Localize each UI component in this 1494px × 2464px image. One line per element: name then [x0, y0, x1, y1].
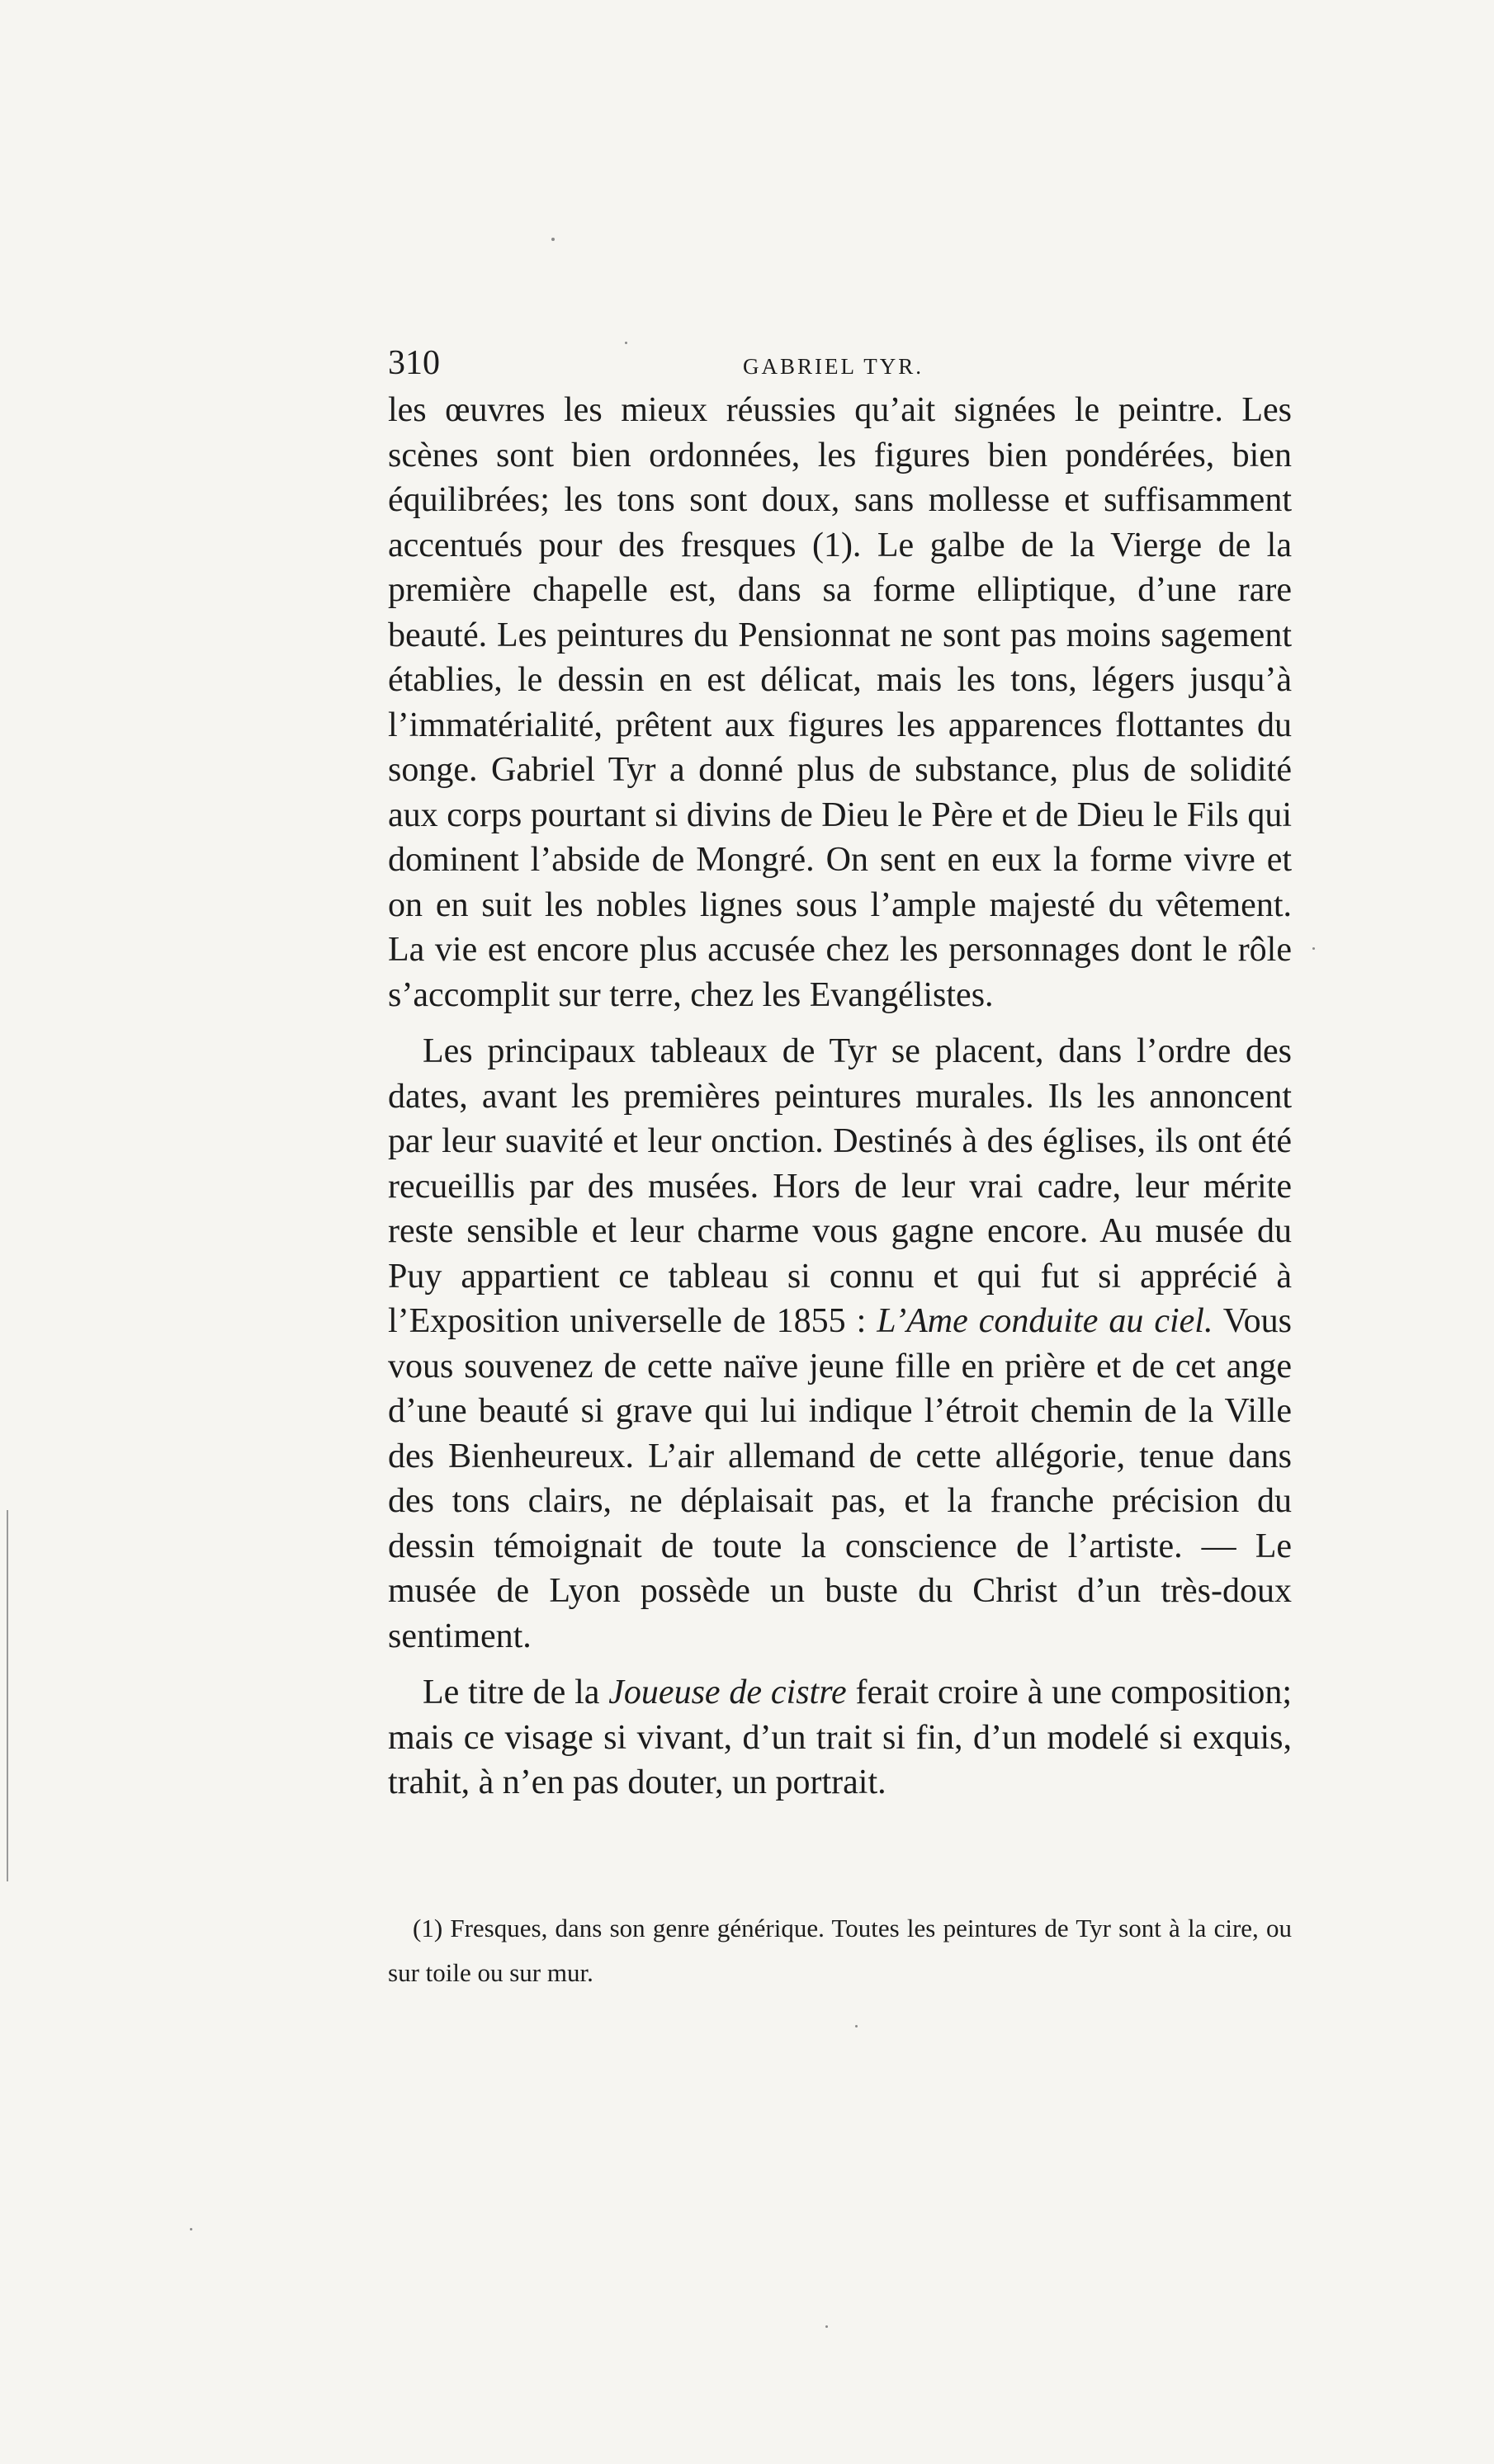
paragraph-3	[388, 1670, 1292, 1806]
scan-edge-line	[7, 1510, 8, 1881]
paper-speck	[551, 238, 555, 241]
artwork-title-joueuse: Joueuse de cistre	[608, 1673, 847, 1711]
footnote: (1) Fresques, dans son genre générique. Toutes les peintures de Tyr sont à la cire, ou sur toile ou sur mur.	[388, 1914, 1292, 1987]
running-head: GABRIEL TYR.	[743, 354, 924, 379]
paper-speck	[1312, 947, 1315, 950]
paragraph-3-start: Le titre de la	[423, 1673, 600, 1711]
page-header	[388, 338, 1292, 388]
paper-speck	[625, 342, 627, 344]
paragraph-2-continued: Vous vous souvenez de cette naïve jeune fille en prière et de cet ange d’une beauté si grave qui lui indique l’étroit chemin de la Ville des Bienheureux. L’air allemand de cette allégorie, tenue dans des tons clairs, ne déplaisait pas, et la franche précision du dessin témoignait de toute la conscience de l’artiste. — Le musée de Lyon possède un buste du Christ d’un très-doux sentiment.	[388, 1302, 1292, 1655]
paragraph-2-text: Les principaux tableaux de Tyr se placent, dans l’ordre des dates, avant les premières peintures murales. Ils les annoncent par leur suavité et leur onction. Destinés à des églises, ils ont été recueillis par des musées. Hors de leur vrai cadre, leur mérite reste sensible et leur charme vous gagne encore. Au musée du Puy appartient ce tableau si connu et qui fut si apprécié à l’Exposition universelle de 1855 :	[388, 1032, 1292, 1340]
paper-speck	[855, 2025, 858, 2027]
artwork-title-ame: L’Ame conduite au ciel.	[877, 1302, 1213, 1340]
paragraph-2	[388, 1029, 1292, 1659]
paragraph-3-end: ferait croire à une composition; mais ce visage si vivant, d’un trait si fin, d’un modelé si exquis, trahit, à n’en pas douter, un portrait.	[388, 1673, 1293, 1801]
paragraph-1: les œuvres les mieux réussies qu’ait signées le peintre. Les scènes sont bien ordonnées, les figures bien pondérées, bien équilibrées; les tons sont doux, sans mollesse et suffisamment accentués pour des fresques (1). Le galbe de la Vierge de la première chapelle est, dans sa forme elliptique, d’une rare beauté. Les peintures du Pensionnat ne sont pas moins sagement établies, le dessin en est délicat, mais les tons, légers jusqu’à l’immatérialité, prêtent aux figures les apparences flottantes du songe. Gabriel Tyr a donné plus de substance, plus de solidité aux corps pourtant si divins de Dieu le Père et de Dieu le Fils qui dominent l’abside de Mongré. On sent en eux la forme vivre et on en suit les nobles lignes sous l’ample majesté du vêtement. La vie est encore plus accusée chez les personnages dont le rôle s’accomplit sur terre, chez les Evangélistes.	[388, 391, 1292, 1014]
page-number: 310	[388, 344, 440, 382]
paper-speck	[825, 2325, 828, 2328]
paper-speck	[190, 2228, 192, 2230]
body-text	[388, 388, 1292, 1806]
